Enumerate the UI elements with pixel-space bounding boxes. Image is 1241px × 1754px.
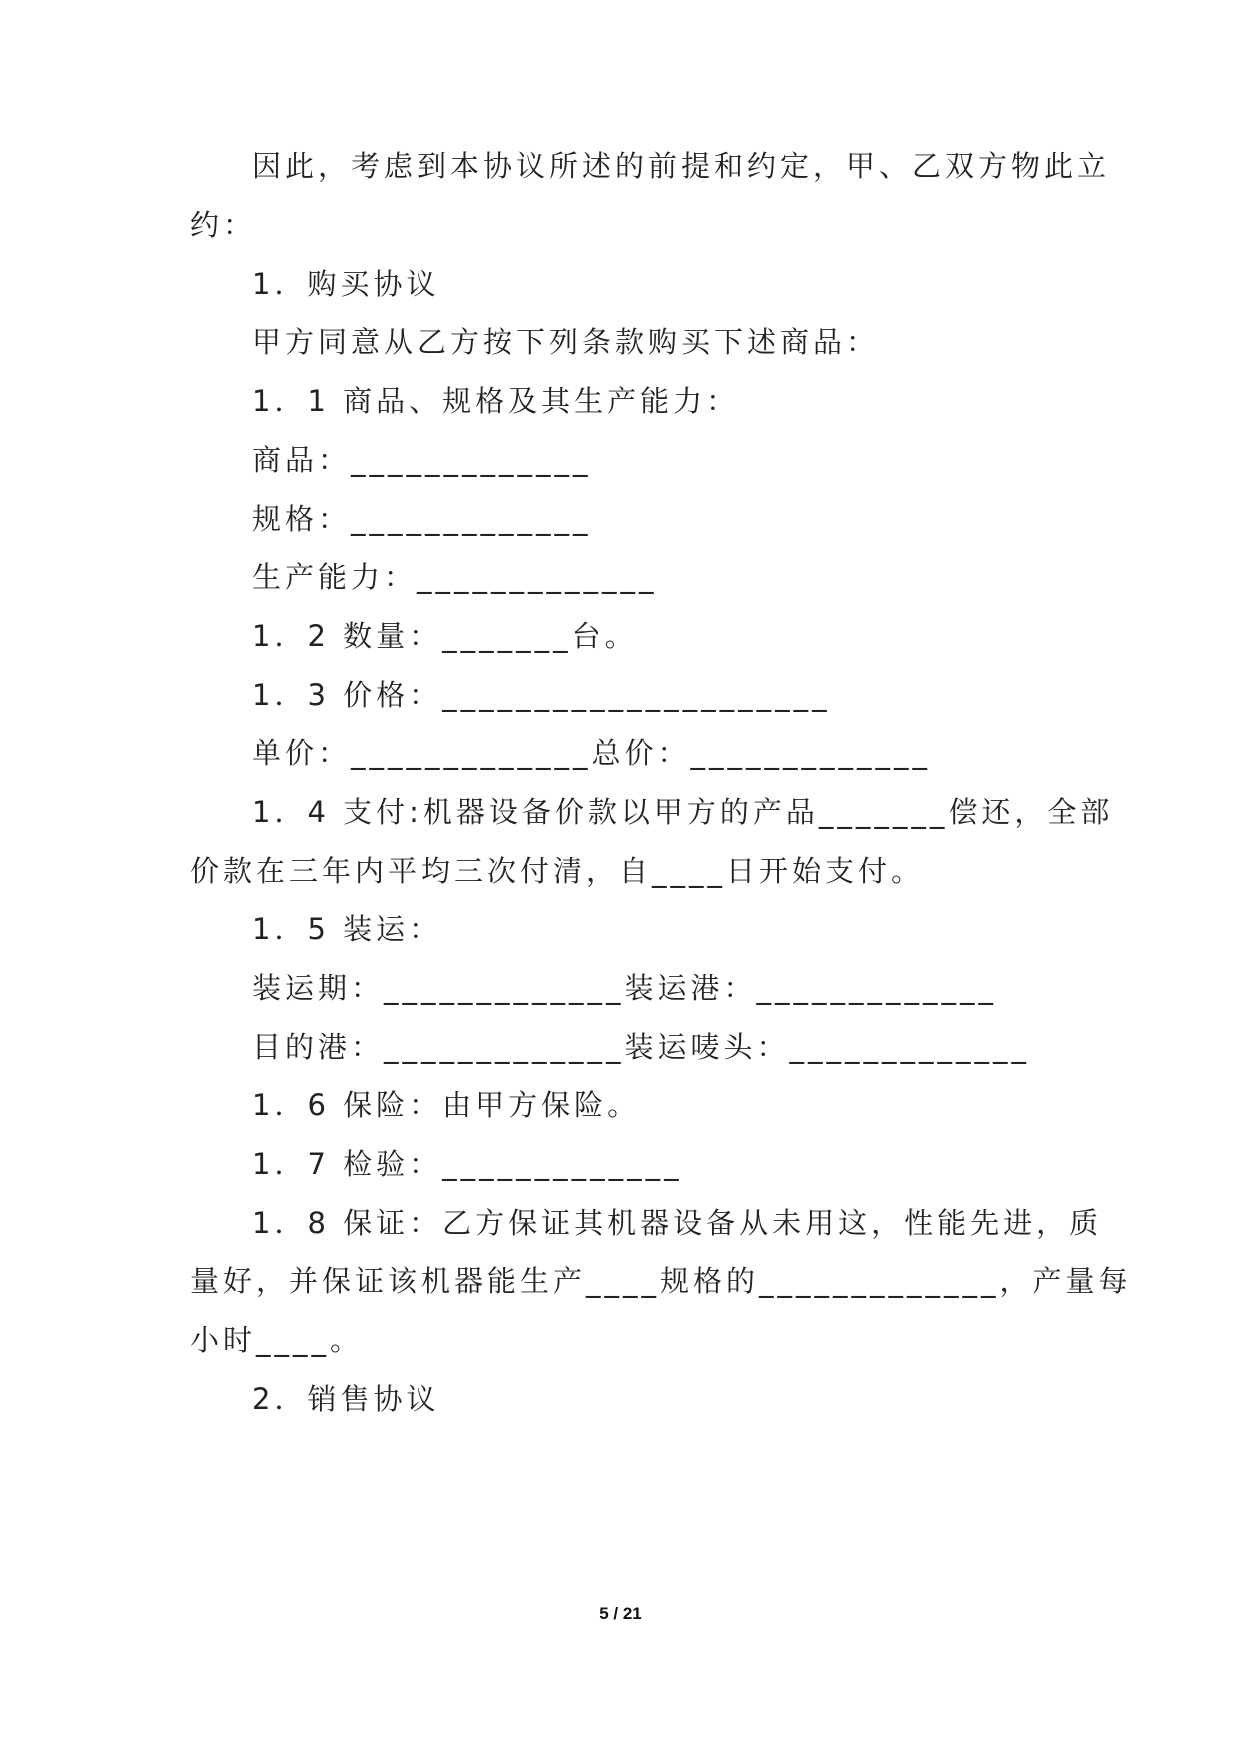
clause-heading: 1．1 商品、规格及其生产能力： (252, 384, 740, 418)
paragraph-line: 因此，考虑到本协议所述的前提和约定，甲、乙双方物此立 (252, 149, 1111, 183)
clause-line: 1．7 检验：_____________ (252, 1147, 683, 1181)
form-field-line: 规格：_____________ (252, 502, 592, 536)
form-field-line: 生产能力：_____________ (252, 560, 658, 594)
form-field-line: 单价：_____________总价：_____________ (252, 736, 932, 770)
clause-line: 1．2 数量：_______台。 (252, 619, 638, 653)
clause-line: 1．8 保证：乙方保证其机器设备从未用这，性能先进，质 (252, 1206, 1103, 1240)
clause-line: 1．3 价格：_____________________ (252, 678, 831, 712)
clause-line: 1．4 支付:机器设备价款以甲方的产品_______偿还，全部 (252, 795, 1114, 829)
paragraph-line: 小时____。 (190, 1323, 364, 1357)
paragraph-line: 甲方同意从乙方按下列条款购买下述商品： (252, 325, 880, 359)
clause-heading: 1．5 装运： (252, 912, 443, 946)
paragraph-line: 约： (190, 208, 257, 242)
paragraph-line: 量好，并保证该机器能生产____规格的_____________，产量每 (190, 1264, 1132, 1298)
section-heading: 2．销售协议 (252, 1382, 440, 1416)
form-field-line: 目的港：_____________装运唛头：_____________ (252, 1030, 1031, 1064)
form-field-line: 装运期：_____________装运港：_____________ (252, 971, 998, 1005)
clause-line: 1．6 保险：由甲方保险。 (252, 1088, 641, 1122)
form-field-line: 商品：_____________ (252, 443, 592, 477)
paragraph-line: 价款在三年内平均三次付清，自____日开始支付。 (190, 854, 925, 888)
section-heading: 1．购买协议 (252, 267, 440, 301)
page-number: 5 / 21 (599, 1604, 642, 1623)
